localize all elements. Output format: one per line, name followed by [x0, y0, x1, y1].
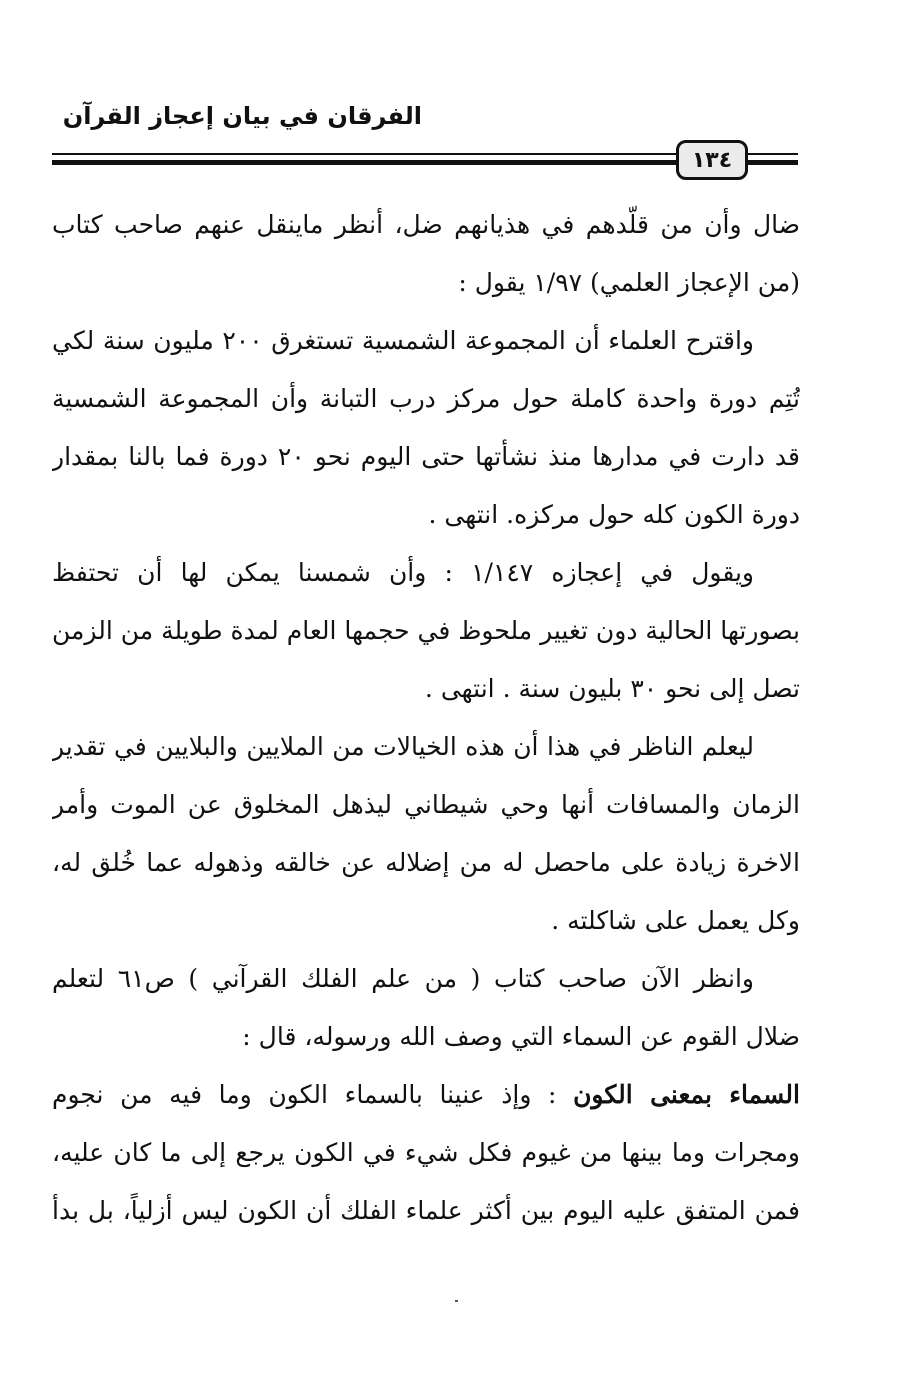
text-line: تصل إلى نحو ٣٠ بليون سنة . انتهى . — [424, 674, 800, 703]
text-line: وانظر الآن صاحب كتاب ( من علم الفلك القرآني ) ص٦١ لتعلم — [52, 964, 754, 993]
text-line: تُتِم دورة واحدة كاملة حول مركز درب التبانة وأن المجموعة الشمسية — [52, 384, 800, 413]
text-line: الاخرة زيادة على ماحصل له من إضلاله عن خالقه وذهوله عما خُلق له، — [52, 848, 800, 877]
text-line — [52, 1066, 800, 1124]
bold-term: السماء بمعنى الكون — [573, 1080, 800, 1109]
header-rule-thick-right — [748, 160, 798, 165]
text-line: ضلال القوم عن السماء التي وصف الله ورسوله، قال : — [242, 1022, 800, 1051]
text-line: ومجرات وما بينها من غيوم فكل شيء في الكون يرجع إلى ما كان عليه، — [52, 1138, 800, 1167]
header-rule-thick — [52, 160, 676, 165]
text-line: ليعلم الناظر في هذا أن هذه الخيالات من الملايين والبلايين في تقدير — [52, 732, 754, 761]
text-line: بصورتها الحالية دون تغيير ملحوظ في حجمها العام لمدة طويلة من الزمن — [52, 616, 800, 645]
text-line: ضال وأن من قلّدهم في هذيانهم ضل، أنظر ماينقل عنهم صاحب كتاب — [52, 210, 800, 239]
text-line: قد دارت في مدارها منذ نشأتها حتى اليوم نحو ٢٠ دورة فما بالنا بمقدار — [52, 442, 800, 471]
body-text — [52, 196, 800, 1240]
text-line: ويقول في إعجازه ١/١٤٧ : وأن شمسنا يمكن لها أن تحتفظ — [52, 558, 754, 587]
header-rule-thin — [52, 153, 676, 155]
text-line: دورة الكون كله حول مركزه. انتهى . — [428, 500, 800, 529]
text-line: الزمان والمسافات أنها وحي شيطاني ليذهل المخلوق عن الموت وأمر — [52, 790, 800, 819]
text-line: وكل يعمل على شاكلته . — [551, 906, 800, 935]
text-line: (من الإعجاز العلمي) ١/٩٧ يقول : — [458, 268, 800, 297]
text-line: واقترح العلماء أن المجموعة الشمسية تستغرق ٢٠٠ مليون سنة لكي — [52, 326, 755, 355]
page-number-box — [676, 140, 748, 180]
text-line: فمن المتفق عليه اليوم بين أكثر علماء الفلك أن الكون ليس أزلياً، بل بدأ — [52, 1196, 800, 1225]
page-number: ١٣٤ — [691, 147, 733, 173]
text-line-rest: : وإذ عنينا بالسماء الكون وما فيه من نجوم — [52, 1080, 557, 1109]
header-rule-thin-right — [748, 153, 798, 155]
speck — [455, 1300, 458, 1302]
running-title: الفرقان في بيان إعجاز القرآن — [62, 102, 422, 130]
